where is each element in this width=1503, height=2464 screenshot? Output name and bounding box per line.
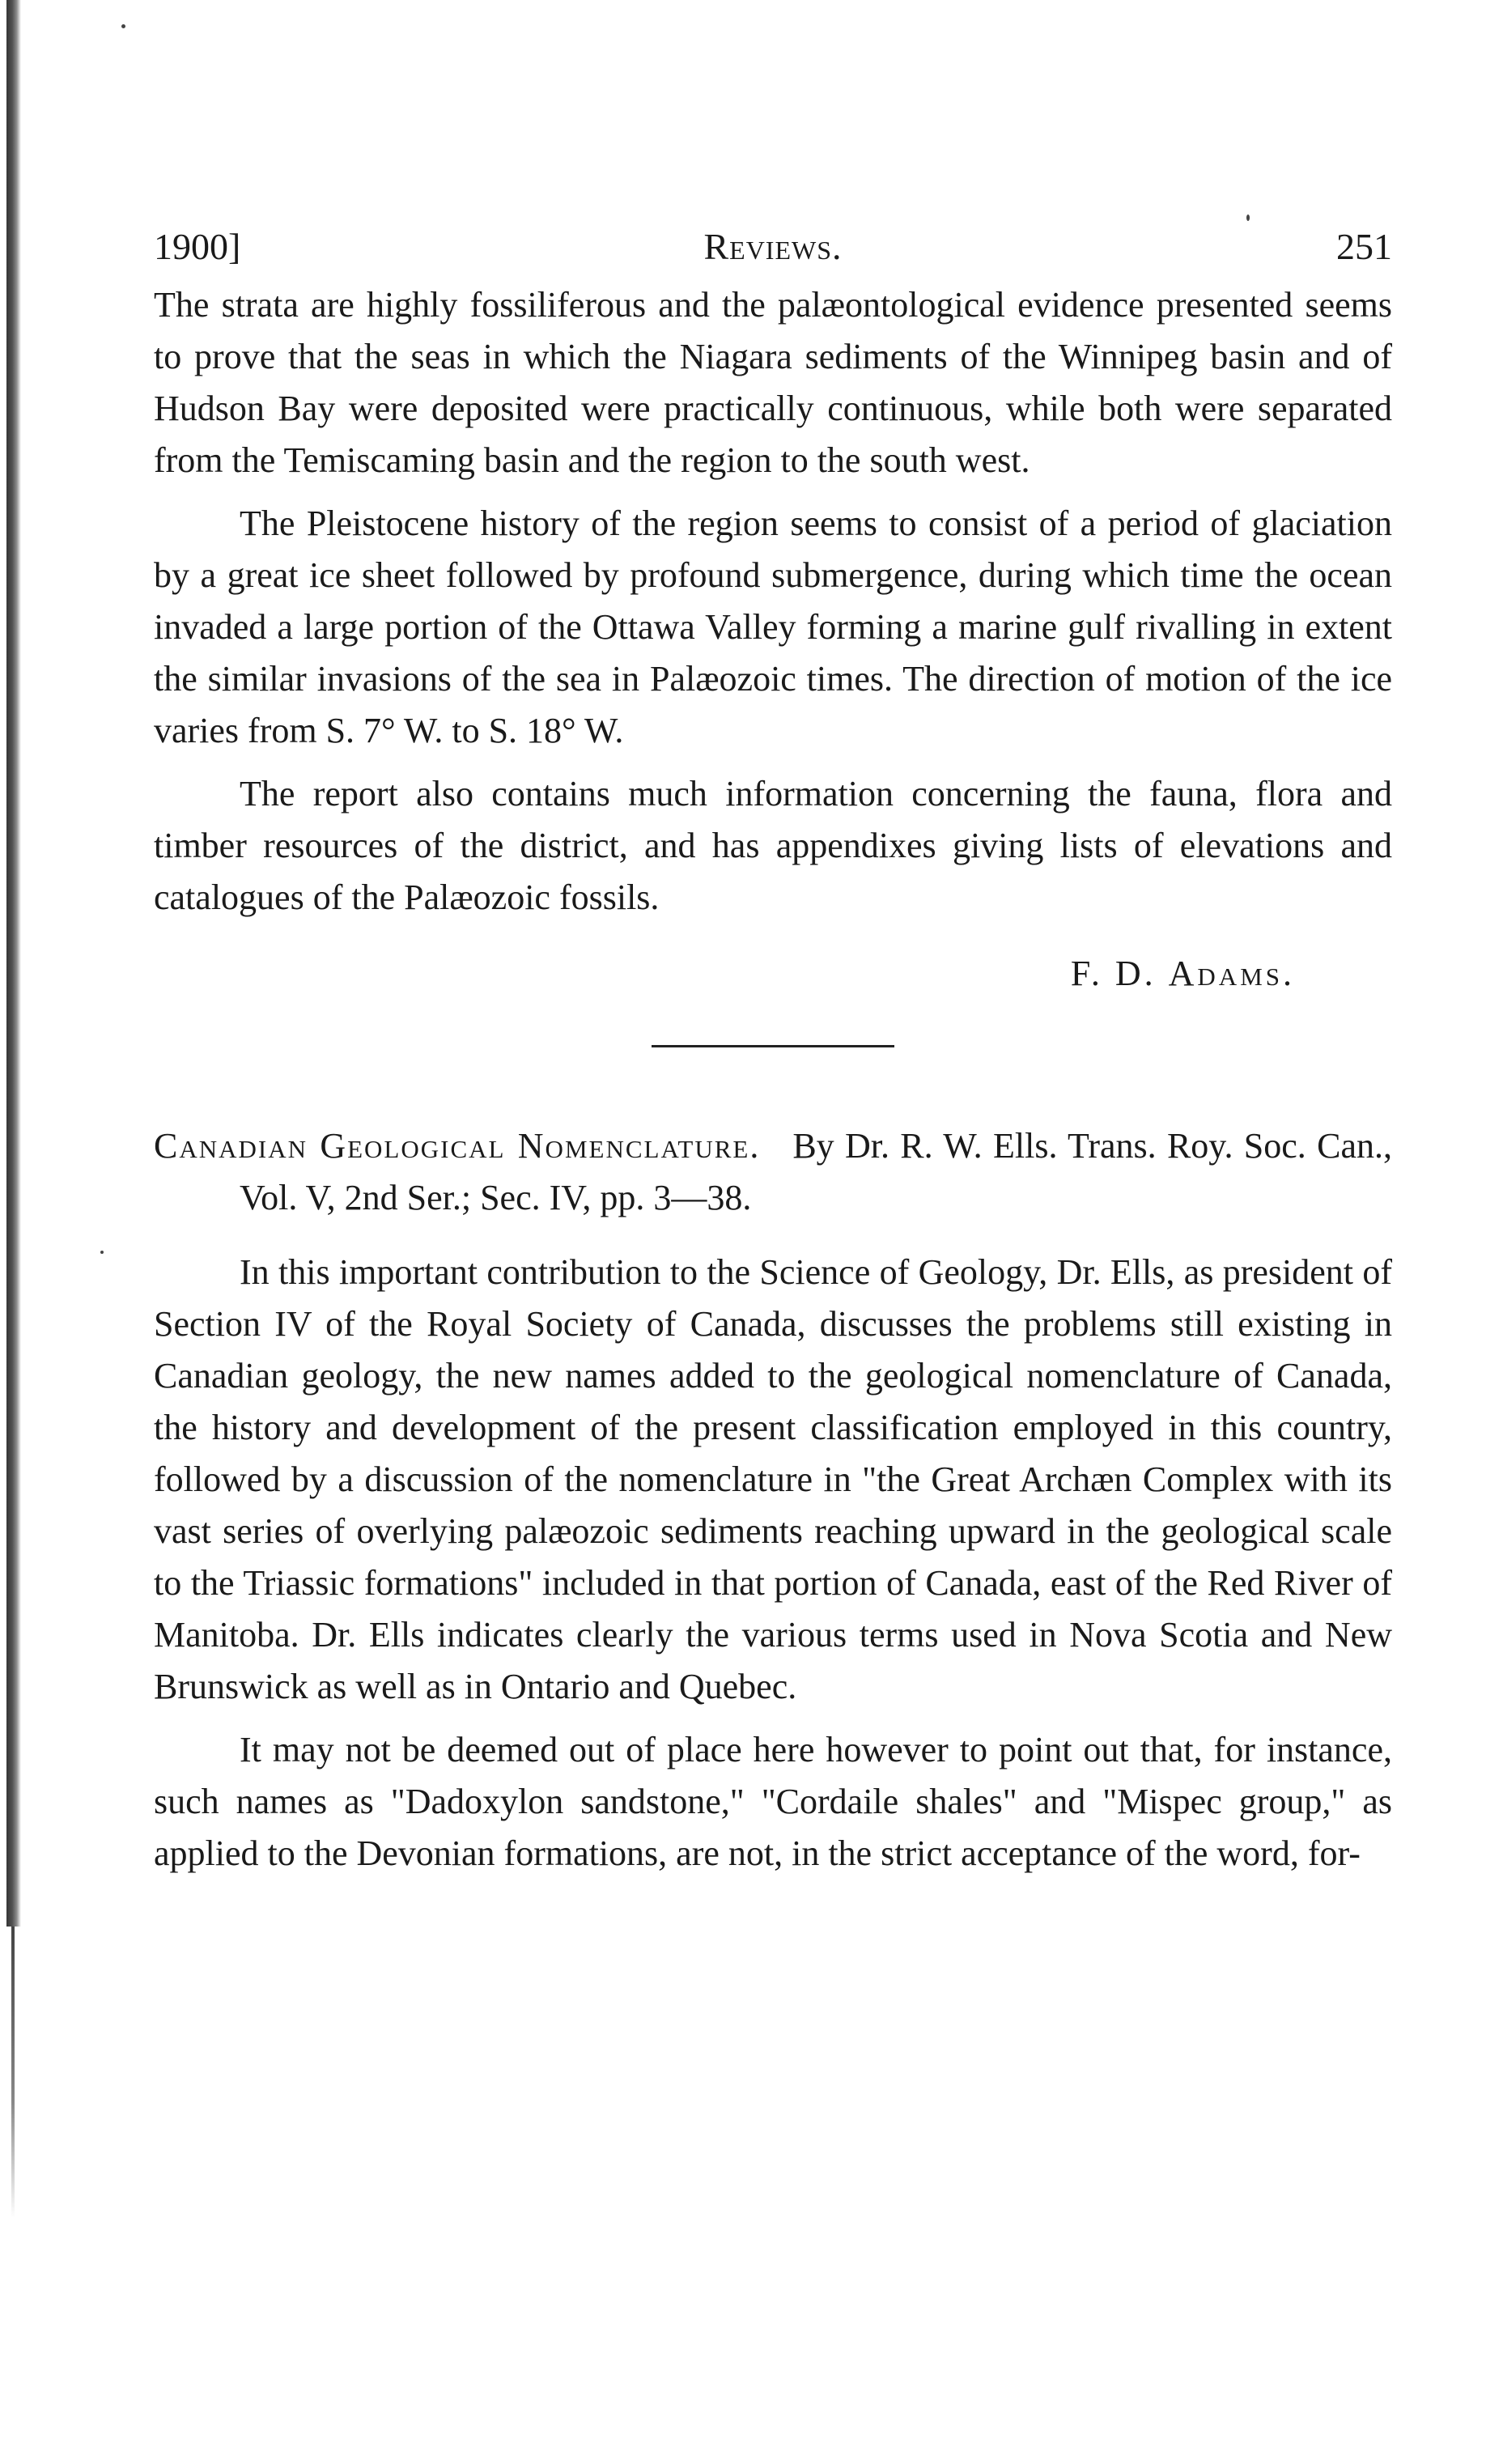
reviewer-signature: [154, 948, 1392, 1000]
document-page: [154, 215, 1392, 1880]
second-review-paragraph-2: It may not be deemed out of place here however to point out that, for instance, such names as "Dadoxylon sandstone," "Cordaile shales" and "Mispec group," as applied to the Devonian formations, are not, in the strict acceptance of the word, for-: [154, 1730, 1392, 1873]
first-review-paragraph-1: The strata are highly fossiliferous and the palæontological evidence presented seems to prove that the seas in which the Niagara sediments of the Winnipeg basin and of Hudson Bay were deposited were practically continuous, while both were separated from the Temiscaming basin and the region to the south west.: [154, 285, 1392, 480]
reviewer-initials: F. D.: [1070, 954, 1157, 993]
section-divider: [652, 1045, 894, 1047]
reviewer-surname: Adams.: [1168, 954, 1295, 993]
page-speck: [100, 1251, 104, 1254]
second-review-paragraph-1: In this important contribution to the Science of Geology, Dr. Ells, as president of Section IV of the Royal Society of Canada, discusses the problems still existing in Canadian geology, the new names added to the geological nomenclature of Canada, the history and development of the present classification employed in this country, followed by a discussion of the nomenclature in "the Great Archæn Complex with its vast series of overlying palæozoic sediments reaching upward in the geological scale to the Triassic formations" included in that portion of Canada, east of the Red River of Manitoba. Dr. Ells indicates clearly the various terms used in Nova Scotia and New Brunswick as well as in Ontario and Quebec.: [154, 1252, 1392, 1706]
review-author: By Dr. R. W. Ells.: [792, 1126, 1058, 1166]
review-citation: Trans. Roy. Soc. Can., Vol. V, 2nd Ser.; Sec. IV, pp. 3—38.: [240, 1126, 1392, 1217]
first-review-paragraph-3: The report also contains much information concerning the fauna, flora and timber resources of the district, and has appendixes giving lists of elevations and catalogues of the Palæozoic fossils.: [154, 774, 1392, 917]
first-review-paragraph-2: The Pleistocene history of the region seems to consist of a period of glaciation by a great ice sheet followed by profound submergence, during which time the ocean invaded a large portion of the Ottawa Valley forming a marine gulf rivalling in extent the similar invasions of the sea in Palæozoic times. The direction of motion of the ice varies from S. 7° W. to S. 18° W.: [154, 503, 1392, 750]
review-title: Canadian Geological Nomenclature.: [154, 1126, 761, 1166]
page-binding-edge: [6, 0, 21, 1927]
page-speck: [121, 24, 125, 28]
page-number: 251: [1336, 226, 1392, 267]
review-heading: [154, 1120, 1392, 1224]
running-head-year: 1900]: [154, 226, 241, 267]
running-head-section: Reviews.: [703, 226, 843, 267]
page-binding-edge-tail: [11, 1927, 15, 2218]
running-head: [154, 215, 1392, 279]
